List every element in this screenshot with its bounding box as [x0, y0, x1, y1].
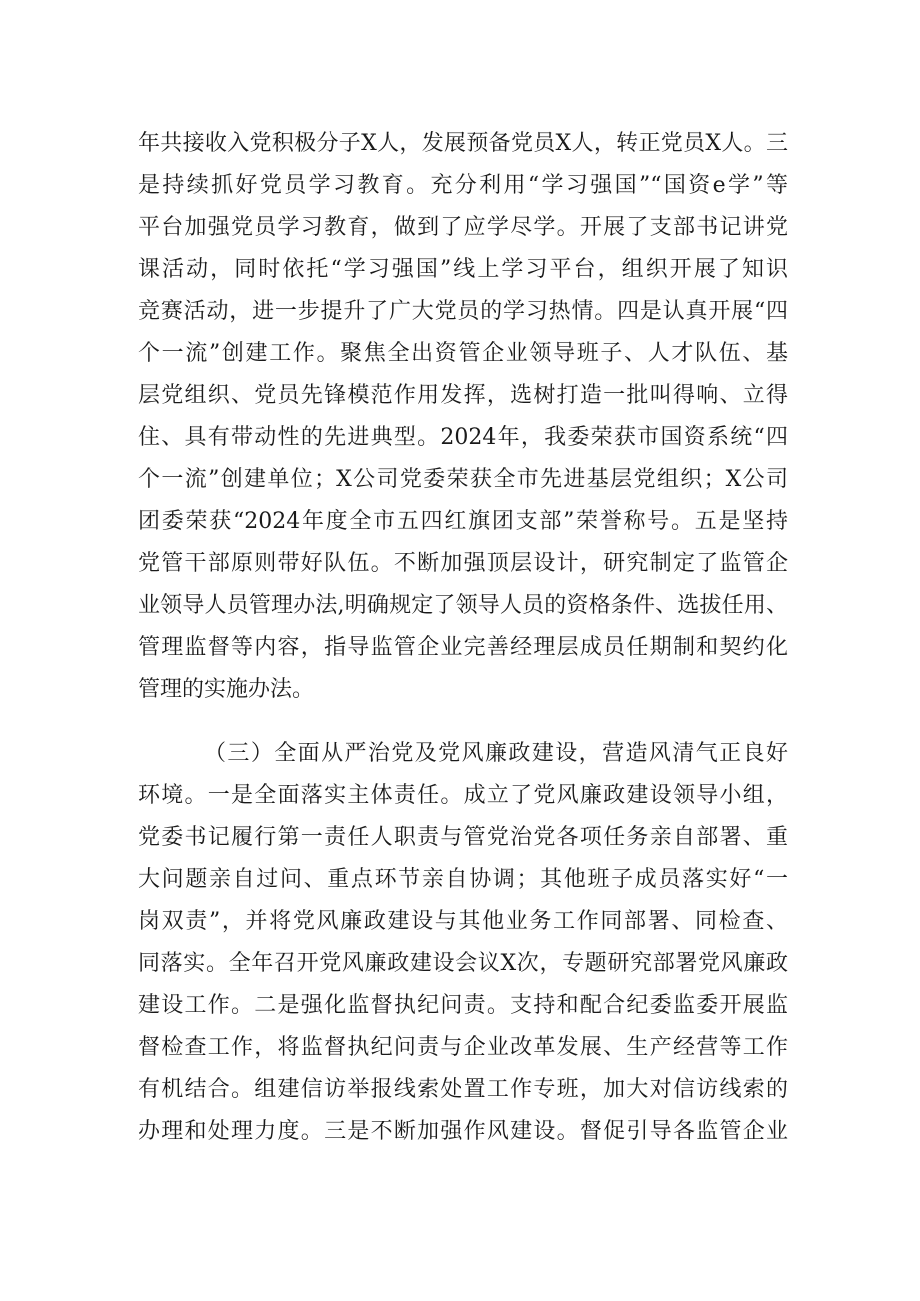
text-line: 个一流”创建单位；X公司党委荣获全市先进基层党组织；X公司 — [138, 467, 788, 492]
text-line: 党委书记履行第一责任人职责与管党治党各项任务亲自部署、重 — [138, 825, 788, 850]
text-line: 年共接收入党积极分子X人，发展预备党员X人，转正党员X人。三 — [138, 131, 788, 156]
text-line: 办理和处理力度。三是不断加强作风建设。督促引导各监管企业 — [138, 1119, 788, 1144]
text-line: 管理监督等内容，指导监管企业完善经理层成员任期制和契约化 — [138, 635, 788, 660]
text-line: 环境。一是全面落实主体责任。成立了党风廉政建设领导小组， — [138, 783, 788, 808]
section-heading-line: （三）全面从严治党及党风廉政建设，营造风清气正良好 — [204, 741, 788, 766]
text-line: 平台加强党员学习教育，做到了应学尽学。开展了支部书记讲党 — [138, 215, 788, 240]
text-line: 个一流”创建工作。聚焦全出资管企业领导班子、人才队伍、基 — [138, 341, 788, 366]
text-line: 督检查工作，将监督执纪问责与企业改革发展、生产经营等工作 — [138, 1035, 788, 1060]
text-line: 党管干部原则带好队伍。不断加强顶层设计，研究制定了监管企 — [138, 551, 788, 576]
text-line: 岗双责”，并将党风廉政建设与其他业务工作同部署、同检查、 — [138, 909, 788, 934]
text-line: 住、具有带动性的先进典型。2024年，我委荣获市国资系统“四 — [138, 425, 788, 450]
text-line: 管理的实施办法。 — [138, 677, 315, 702]
text-line: 同落实。全年召开党风廉政建设会议X次，专题研究部署党风廉政 — [138, 951, 788, 976]
text-line: 大问题亲自过问、重点环节亲自协调；其他班子成员落实好“一 — [138, 867, 788, 892]
text-line: 是持续抓好党员学习教育。充分利用“学习强国”“国资e学”等 — [138, 173, 788, 198]
text-line: 层党组织、党员先锋模范作用发挥，选树打造一批叫得响、立得 — [138, 383, 788, 408]
text-line: 团委荣获“2024年度全市五四红旗团支部”荣誉称号。五是坚持 — [138, 509, 788, 534]
text-line: 业领导人员管理办法,明确规定了领导人员的资格条件、选拔任用、 — [138, 593, 788, 618]
text-line: 竞赛活动，进一步提升了广大党员的学习热情。四是认真开展“四 — [138, 299, 788, 324]
text-line: 建设工作。二是强化监督执纪问责。支持和配合纪委监委开展监 — [138, 993, 788, 1018]
text-line: 有机结合。组建信访举报线索处置工作专班，加大对信访线索的 — [138, 1077, 788, 1102]
text-line: 课活动，同时依托“学习强国”线上学习平台，组织开展了知识 — [138, 257, 788, 282]
